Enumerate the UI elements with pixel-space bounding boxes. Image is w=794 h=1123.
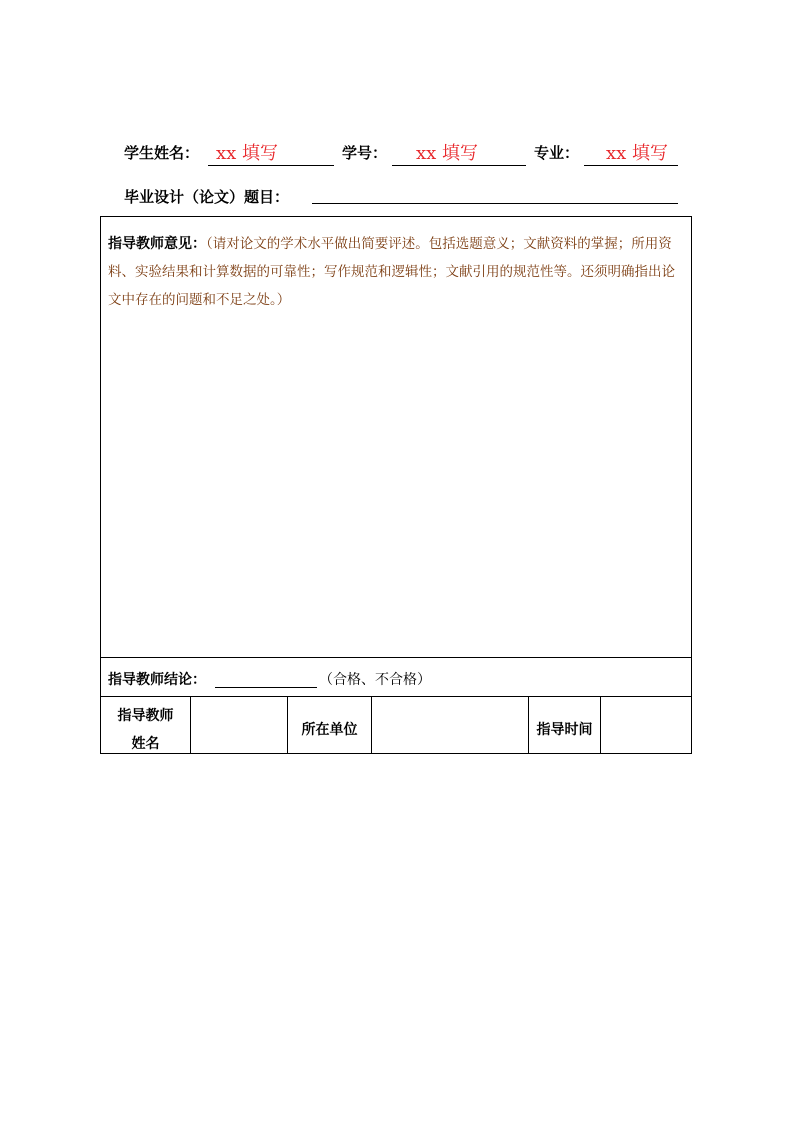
advisor-conclusion-field[interactable] xyxy=(215,687,317,688)
time-label: 指导时间 xyxy=(536,722,593,738)
advisor-opinion-label: 指导教师意见： xyxy=(108,236,206,252)
major-value: xx 填写 xyxy=(606,143,669,164)
advisor-opinion-text xyxy=(108,230,686,314)
advisor-conclusion-label: 指导教师结论： xyxy=(108,672,206,688)
teacher-name-label-cell xyxy=(101,697,191,753)
unit-label: 所在单位 xyxy=(301,722,358,738)
unit-label-cell xyxy=(288,697,372,753)
teacher-name-label-line1: 指导教师 xyxy=(117,708,174,724)
advisor-info-row xyxy=(101,697,691,753)
student-id-field[interactable] xyxy=(392,139,526,166)
time-label-cell xyxy=(529,697,601,753)
student-id-label: 学号： xyxy=(342,144,388,162)
teacher-name-value-cell[interactable] xyxy=(191,697,288,753)
teacher-name-label-line2: 姓名 xyxy=(131,736,160,752)
student-name-field[interactable] xyxy=(208,139,334,166)
advisor-opinion-section[interactable] xyxy=(101,217,691,658)
unit-value-cell[interactable] xyxy=(372,697,529,753)
time-value-cell[interactable] xyxy=(601,697,691,753)
major-label: 专业： xyxy=(534,144,580,162)
major-field[interactable] xyxy=(584,139,678,166)
advisor-opinion-hint: （请对论文的学术水平做出简要评述。包括选题意义；文献资料的掌握；所用资料、实验结果和计算数据的可靠性；写作规范和逻辑性；文献引用的规范性等。还须明确指出论文中存在的问题和不足之处。） xyxy=(108,236,675,308)
thesis-topic-field[interactable] xyxy=(312,203,678,204)
student-name-label: 学生姓名： xyxy=(124,144,200,162)
advisor-conclusion-hint: （合格、不合格） xyxy=(319,672,431,688)
student-id-value: xx 填写 xyxy=(416,143,479,164)
thesis-topic-line xyxy=(124,186,684,210)
student-name-value: xx 填写 xyxy=(216,143,279,164)
evaluation-table xyxy=(100,216,692,754)
advisor-conclusion-row xyxy=(101,658,691,697)
student-info-line xyxy=(124,142,684,168)
thesis-topic-label: 毕业设计（论文）题目： xyxy=(124,188,290,206)
